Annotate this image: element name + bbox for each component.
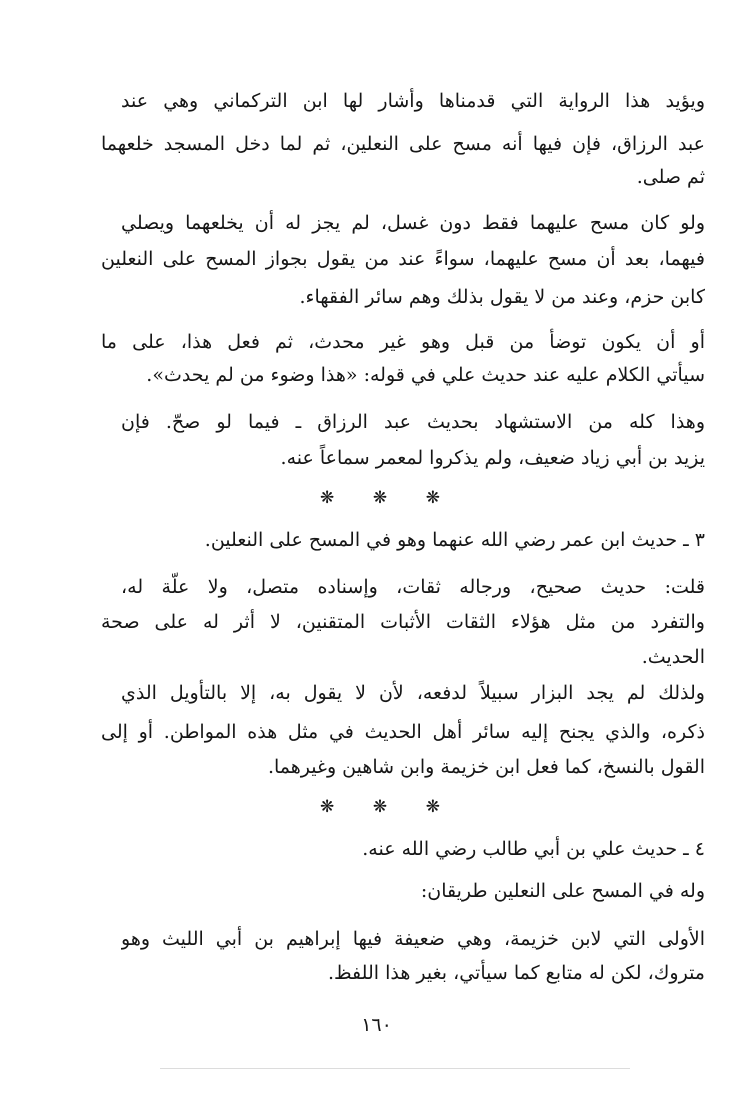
text-line: ولذلك لم يجد البزار سبيلاً لدفعه، لأن لا يقول به، إلا بالتأويل الذي <box>121 682 705 704</box>
text-line: ويؤيد هذا الرواية التي قدمناها وأشار لها ابن التركماني وهي عند <box>121 90 705 112</box>
asterism-icon: ❋ <box>320 797 335 817</box>
footer-rule <box>160 1068 630 1069</box>
text-line: ثم صلى. <box>636 166 705 188</box>
asterism-icon: ❋ <box>425 797 440 817</box>
text-line: سيأتي الكلام عليه عند حديث علي في قوله: «هذا وضوء من لم يحدث». <box>146 364 705 386</box>
section-separator <box>320 486 440 510</box>
text-line: الأولى التي لابن خزيمة، وهي ضعيفة فيها إبراهيم بن أبي الليث وهو <box>121 928 705 950</box>
asterism-icon: ❋ <box>425 488 440 508</box>
asterism-icon: ❋ <box>320 488 335 508</box>
text-line: الحديث. <box>641 646 705 668</box>
text-line: القول بالنسخ، كما فعل ابن خزيمة وابن شاهين وغيرهما. <box>267 756 705 778</box>
text-line: قلت: حديث صحيح، ورجاله ثقات، وإسناده متصل، ولا علّة له، <box>121 576 705 598</box>
text-line: يزيد بن أبي زياد ضعيف، ولم يذكروا لمعمر سماعاً عنه. <box>280 447 705 469</box>
section-separator <box>320 795 440 819</box>
text-line: كابن حزم، وعند من لا يقول بذلك وهم سائر الفقهاء. <box>299 286 705 308</box>
asterism-icon: ❋ <box>372 797 388 817</box>
hadith-heading: ٤ ـ حديث علي بن أبي طالب رضي الله عنه. <box>362 838 705 860</box>
text-line: أو أن يكون توضأ من قبل وهو غير محدث، ثم فعل هذا، على ما <box>101 331 705 353</box>
asterism-icon: ❋ <box>372 488 388 508</box>
text-line: والتفرد من مثل هؤلاء الثقات الأثبات المتقنين، لا أثر له على صحة <box>101 611 705 633</box>
hadith-heading: ٣ ـ حديث ابن عمر رضي الله عنهما وهو في المسح على النعلين. <box>204 529 705 551</box>
text-line: ولو كان مسح عليهما فقط دون غسل، لم يجز له أن يخلعهما ويصلي <box>121 212 705 234</box>
text-line: وهذا كله من الاستشهاد بحديث عبد الرزاق ـ فيما لو صحّ. فإن <box>121 411 705 433</box>
page-body <box>101 0 705 1101</box>
text-line: عبد الرزاق، فإن فيها أنه مسح على النعلين، ثم لما دخل المسجد خلعهما <box>101 133 705 155</box>
text-line: متروك، لكن له متابع كما سيأتي، بغير هذا اللفظ. <box>327 962 705 984</box>
text-line: فيهما، بعد أن مسح عليهما، سواءً عند من يقول بجواز المسح على النعلين <box>101 248 705 270</box>
page-number: ١٦٠ <box>361 1014 392 1036</box>
text-line: ذكره، والذي يجنح إليه سائر أهل الحديث في مثل هذه المواطن. أو إلى <box>101 721 705 743</box>
text-line: وله في المسح على النعلين طريقان: <box>420 880 705 902</box>
